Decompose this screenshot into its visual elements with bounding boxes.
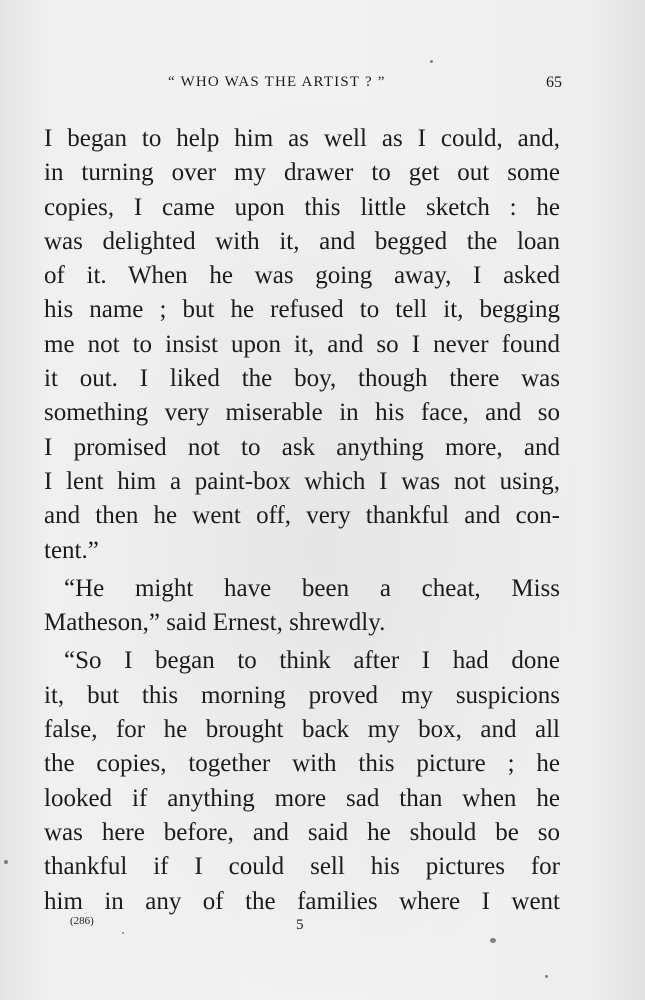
text-line: something very miserable in his face, and so (44, 399, 560, 427)
text-line: of it. When he was going away, I asked (44, 262, 560, 290)
text-line: the copies, together with this picture ; he (44, 750, 560, 778)
ink-speck (545, 975, 548, 978)
signature-mark: (286) (70, 915, 94, 927)
text-line: false, for he brought back my box, and all (44, 716, 560, 744)
ink-speck (4, 860, 8, 864)
ink-speck (490, 938, 496, 943)
running-head (40, 74, 562, 98)
text-line: “He might have been a cheat, Miss (64, 574, 560, 602)
body-text (44, 122, 560, 919)
page-footer (60, 915, 560, 939)
text-line: his name ; but he refused to tell it, begging (44, 296, 560, 324)
text-line: in turning over my drawer to get out some (44, 159, 560, 187)
text-line: it, but this morning proved my suspicions (44, 681, 560, 709)
text-line: thankful if I could sell his pictures for (44, 853, 560, 881)
text-line: Matheson,” said Ernest, shrewdly. (44, 609, 386, 637)
text-line: “So I began to think after I had done (64, 647, 560, 675)
text-line: I promised not to ask anything more, and (44, 433, 560, 461)
text-line: looked if anything more sad than when he (44, 784, 560, 812)
text-line: and then he went off, very thankful and con- (44, 502, 560, 530)
text-line: copies, I came upon this little sketch : he (44, 193, 560, 221)
text-line: was here before, and said he should be so (44, 818, 560, 846)
ink-speck (122, 932, 124, 934)
paragraph (44, 644, 560, 918)
running-title: “ WHO WAS THE ARTIST ? ” (168, 74, 386, 90)
paragraph (44, 122, 560, 568)
ink-speck (430, 60, 433, 63)
text-line: him in any of the families where I went (44, 887, 560, 915)
page-number: 65 (546, 74, 562, 91)
gathering-number: 5 (296, 917, 304, 933)
text-line: me not to insist upon it, and so I never found (44, 330, 560, 358)
text-line: tent.” (44, 536, 99, 564)
text-line: I began to help him as well as I could, and, (44, 125, 560, 152)
text-line: it out. I liked the boy, though there was (44, 365, 560, 393)
paragraph (44, 572, 560, 641)
text-line: I lent him a paint-box which I was not using, (44, 467, 560, 495)
text-line: was delighted with it, and begged the loan (44, 227, 560, 255)
